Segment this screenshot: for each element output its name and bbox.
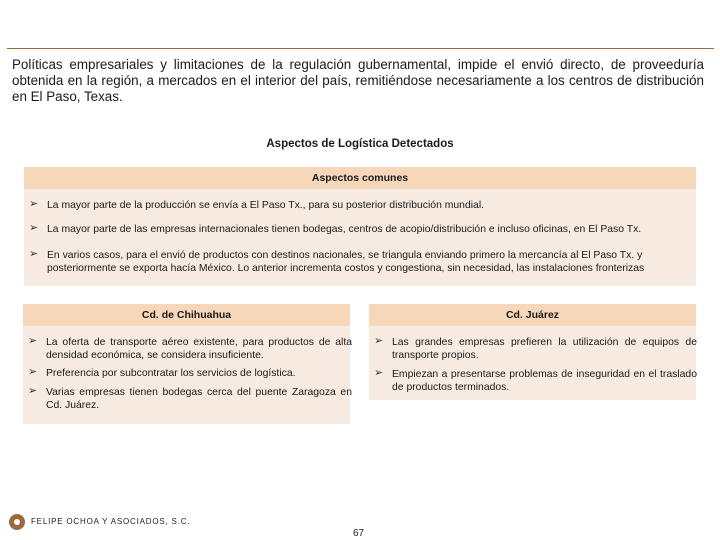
arrow-bullet-icon: ➢ xyxy=(374,335,384,347)
chihuahua-item: ➢ Varias empresas tienen bodegas cerca del puente Zaragoza en Cd. Juárez. xyxy=(28,385,352,411)
common-item: ➢ La mayor parte de la producción se envía a El Paso Tx., para su posterior distribución mundial. xyxy=(29,198,485,211)
company-logo-icon xyxy=(9,514,25,530)
arrow-bullet-icon: ➢ xyxy=(29,222,39,234)
top-divider xyxy=(7,48,714,49)
arrow-bullet-icon: ➢ xyxy=(28,385,38,397)
intro-paragraph: Políticas empresariales y limitaciones de la regulación gubernamental, impide el envió directo, de proveeduría obtenida en la región, a mercados en el interior del país, remitiéndose necesariamente a los centros de distribución en El Paso, Texas. xyxy=(12,57,704,104)
juarez-item: ➢ Las grandes empresas prefieren la utilización de equipos de transporte propios. xyxy=(374,335,697,361)
section-title: Aspectos de Logística Detectados xyxy=(266,138,454,150)
juarez-header: Cd. Juárez xyxy=(369,304,696,326)
arrow-bullet-icon: ➢ xyxy=(29,198,39,210)
chihuahua-panel xyxy=(23,304,350,424)
common-aspects-panel xyxy=(24,167,696,286)
arrow-bullet-icon: ➢ xyxy=(28,335,38,347)
common-item: ➢ En varios casos, para el envió de productos con destinos nacionales, se triangula enviando primero la mercancía al El Paso Tx. y posteriormente se exporta hacía México. Lo anterior incrementa costos y congestiona, sin necesidad, las instalaciones fronterizas xyxy=(29,248,645,274)
chihuahua-item: ➢ La oferta de transporte aéreo existente, para productos de alta densidad económica, se considera insuficiente. xyxy=(28,335,352,361)
chihuahua-header: Cd. de Chihuahua xyxy=(23,304,350,326)
juarez-item: ➢ Empiezan a presentarse problemas de inseguridad en el traslado de productos terminados. xyxy=(374,367,697,393)
common-item: ➢ La mayor parte de las empresas internacionales tienen bodegas, centros de acopio/distribución e incluso oficinas, en El Paso Tx. xyxy=(29,222,642,235)
page-number: 67 xyxy=(353,528,365,539)
arrow-bullet-icon: ➢ xyxy=(29,248,39,260)
common-aspects-header: Aspectos comunes xyxy=(24,167,696,189)
arrow-bullet-icon: ➢ xyxy=(374,367,384,379)
arrow-bullet-icon: ➢ xyxy=(28,366,38,378)
footer-company-name: FELIPE OCHOA Y ASOCIADOS, S.C. xyxy=(31,517,191,526)
chihuahua-item: ➢ Preferencia por subcontratar los servicios de logística. xyxy=(28,366,296,379)
juarez-panel xyxy=(369,304,696,400)
